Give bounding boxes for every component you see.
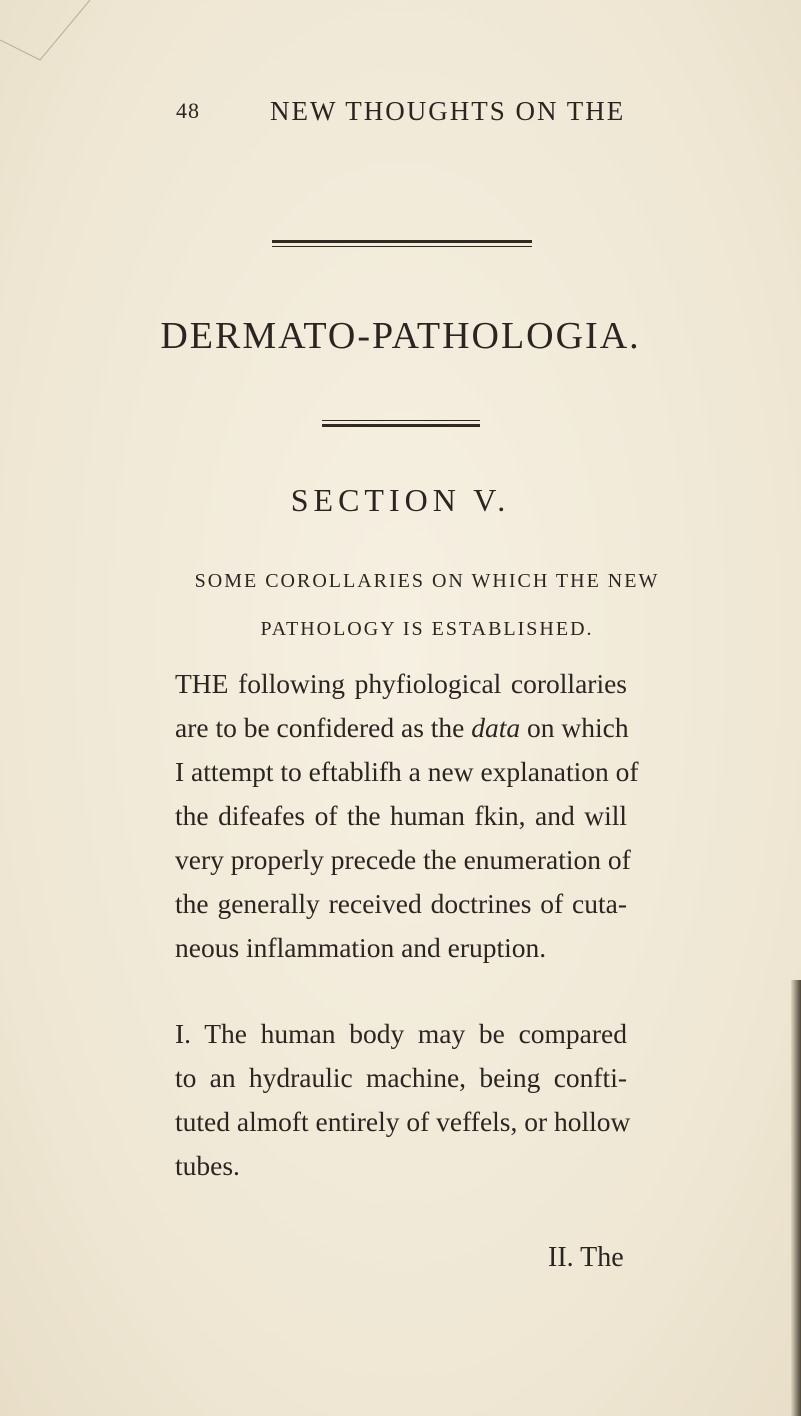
section-rule-thin [322, 420, 480, 421]
body-line-segment: on which [527, 712, 629, 743]
body-line: I. The human body may be compared [175, 1018, 627, 1049]
italic-word: data [471, 712, 521, 743]
body-line: neous inflammation and eruption. [175, 932, 547, 963]
body-line: the generally received doctrines of cuta- [175, 888, 627, 919]
body-line-with-italic [175, 712, 627, 744]
subheading-line-2: PATHOLOGY IS ESTABLISHED. [260, 618, 594, 640]
subheading-line-1: SOME COROLLARIES ON WHICH THE NEW [194, 570, 660, 592]
body-line-segment: are to be confidered as the [175, 712, 465, 743]
page-title: DERMATO-PATHOLOGIA. [160, 315, 641, 357]
top-rule-thin [272, 246, 532, 247]
running-head [0, 96, 801, 136]
top-rule-thick [272, 240, 532, 243]
body-line: very properly precede the enumeration of [175, 844, 631, 875]
corner-fold-mark [0, 0, 120, 80]
section-heading: SECTION V. [290, 482, 511, 518]
section-rule-thick [322, 424, 480, 427]
body-line: I attempt to eftablifh a new explanation of [175, 756, 639, 787]
page-number: 48 [176, 98, 200, 123]
body-line: THE following phyfiological corollaries [175, 668, 627, 699]
body-line: the difeafes of the human fkin, and will [175, 800, 627, 831]
body-line: tubes. [175, 1150, 240, 1181]
running-head-title: NEW THOUGHTS ON THE [270, 96, 626, 126]
catchword: II. The [548, 1242, 624, 1273]
page-edge-shadow [791, 980, 801, 1416]
body-line: tuted almoft entirely of veffels, or hollow [175, 1106, 631, 1137]
body-line: to an hydraulic machine, being confti- [175, 1062, 627, 1093]
